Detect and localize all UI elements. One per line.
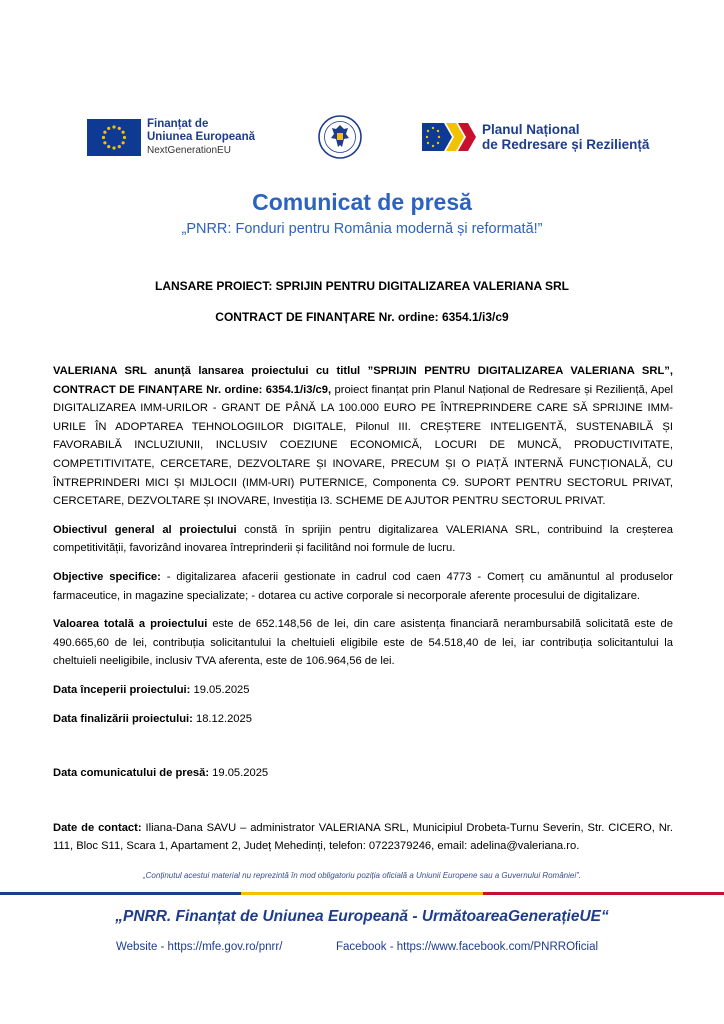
total-value-text: este de 652.148,56 de lei, din care asistența financiară nerambursabilă solicitată este de 490.665,60 de lei, contribuția solicitantului la cheltuieli eligibile este de 54.518,40 de lei, iar contribuția solicitantului la cheltuieli neeligibile, inclusiv TVA aferenta, este de 106.964,56 de lei. [53, 618, 673, 668]
start-date [53, 681, 673, 700]
romanian-government-seal-icon [318, 115, 362, 159]
pnrr-line-2: de Redresare și Reziliență [482, 137, 650, 152]
eu-line-3: NextGenerationEU [147, 145, 231, 156]
intro-bold: VALERIANA SRL anunță lansarea proiectului cu titlul ”SPRIJIN PENTRU DIGITALIZAREA VALERIANA SRL”, CONTRACT DE FINANȚARE Nr. ordine: 6354.1/i3/c9, [53, 365, 673, 396]
total-value-label: Valoarea totală a proiectului [53, 618, 208, 631]
press-release-body [53, 362, 673, 866]
release-date-value: 19.05.2025 [209, 767, 269, 780]
contact-label: Date de contact: [53, 821, 142, 834]
pnrr-line-1: Planul Național [482, 122, 580, 137]
total-value-paragraph [53, 615, 673, 671]
page-title: Comunicat de presă [252, 189, 472, 215]
project-heading: LANSARE PROIECT: SPRIJIN PENTRU DIGITALIZAREA VALERIANA SRL [154, 279, 570, 293]
start-date-value: 19.05.2025 [190, 683, 250, 696]
disclaimer: „Conținutul acestui material nu reprezintă în mod obligatoriu poziția oficială a Uniunii Europene sau a Guvernului României”. [142, 871, 581, 880]
specific-objectives-text: - digitalizarea afacerii gestionate in cadrul cod caen 4773 - Comerț cu amănuntul al produselor farmaceutice, in magazine specializate; - dotarea cu active corporale si necorporale aferente procesului de digitalizare. [53, 570, 673, 602]
intro-paragraph [53, 362, 673, 511]
pnrr-arrow-icon [422, 123, 478, 151]
release-date-label: Data comunicatului de presă: [53, 767, 210, 780]
general-objective-paragraph [53, 521, 673, 558]
logo-bar [0, 112, 724, 172]
specific-objectives-paragraph [53, 568, 673, 605]
eu-flag-icon [87, 119, 141, 156]
contact-details [53, 819, 673, 856]
contract-heading: CONTRACT DE FINANȚARE Nr. ordine: 6354.1/i3/c9 [215, 310, 509, 324]
end-date-label: Data finalizării proiectului: [53, 712, 193, 725]
contact-value: Iliana-Dana SAVU – administrator VALERIANA SRL, Municipiul Drobeta-Turnu Severin, Str. CICERO, Nr. 111, Bloc S11, Scara 1, Apartament 2, Județ Mehedinți, telefon: 0722379246, email: adelina@valeriana.ro. [53, 821, 674, 853]
facebook-link[interactable]: Facebook - https://www.facebook.com/PNRROficial [336, 941, 599, 953]
website-link[interactable]: Website - https://mfe.gov.ro/pnrr/ [116, 941, 283, 953]
start-date-label: Data începerii proiectului: [53, 683, 191, 696]
end-date [53, 710, 673, 729]
intro-text: proiect finanțat prin Planul Național de Redresare și Reziliență, Apel DIGITALIZAREA IMM-URILOR - GRANT DE PÂNĂ LA 100.000 EURO PE ÎNTREPRINDERE CARE SĂ SPRIJINE IMM-URILE ÎN ADOPTAREA TEHNOLOGIILOR DIGITALE, Pilonul III. CREȘTERE INTELIGENTĂ, SUSTENABILĂ ȘI FAVORABILĂ INCLUZIUNII, INCLUSIV COEZIUNE ECONOMICĂ, LOCURI DE MUNCĂ, PRODUCTIVITATE, COMPETITIVITATE, CERCETARE, DEZVOLTARE ȘI INOVARE, PRECUM ȘI O PIAȚĂ INTERNĂ FUNCȚIONALĂ, CU ÎNTREPRINDERI MICI ȘI MIJLOCII (IMM-URI) PUTERNICE, Componenta C9. SUPORT PENTRU SECTORUL PRIVAT, CERCETARE, DEZVOLTARE ȘI INOVARE, Investiția I3. SCHEME DE AJUTOR PENTRU SECTORUL PRIVAT. [53, 383, 673, 508]
general-objective-label: Obiectivul general al proiectului [53, 523, 237, 536]
tricolor-divider [0, 892, 724, 895]
eu-line-2: Uniunea Europeană [147, 131, 255, 143]
page-subtitle: „PNRR: Fonduri pentru România modernă și reformată!” [181, 221, 543, 237]
general-objective-text: constă în sprijin pentru digitalizarea VALERIANA SRL, contribuind la creșterea competitivității, favorizând inovarea întreprinderii și facilitând noi formule de lucru. [53, 523, 673, 555]
end-date-value: 18.12.2025 [192, 712, 252, 725]
specific-objectives-label: Objective specifice: [53, 570, 161, 583]
eu-logo [87, 118, 255, 157]
pnrr-logo [422, 122, 649, 152]
release-date [53, 764, 673, 783]
footer-title: „PNRR. Finanțat de Uniunea Europeană - UrmătoareaGenerațieUE“ [115, 908, 609, 925]
eu-line-1: Finanțat de [147, 118, 209, 130]
